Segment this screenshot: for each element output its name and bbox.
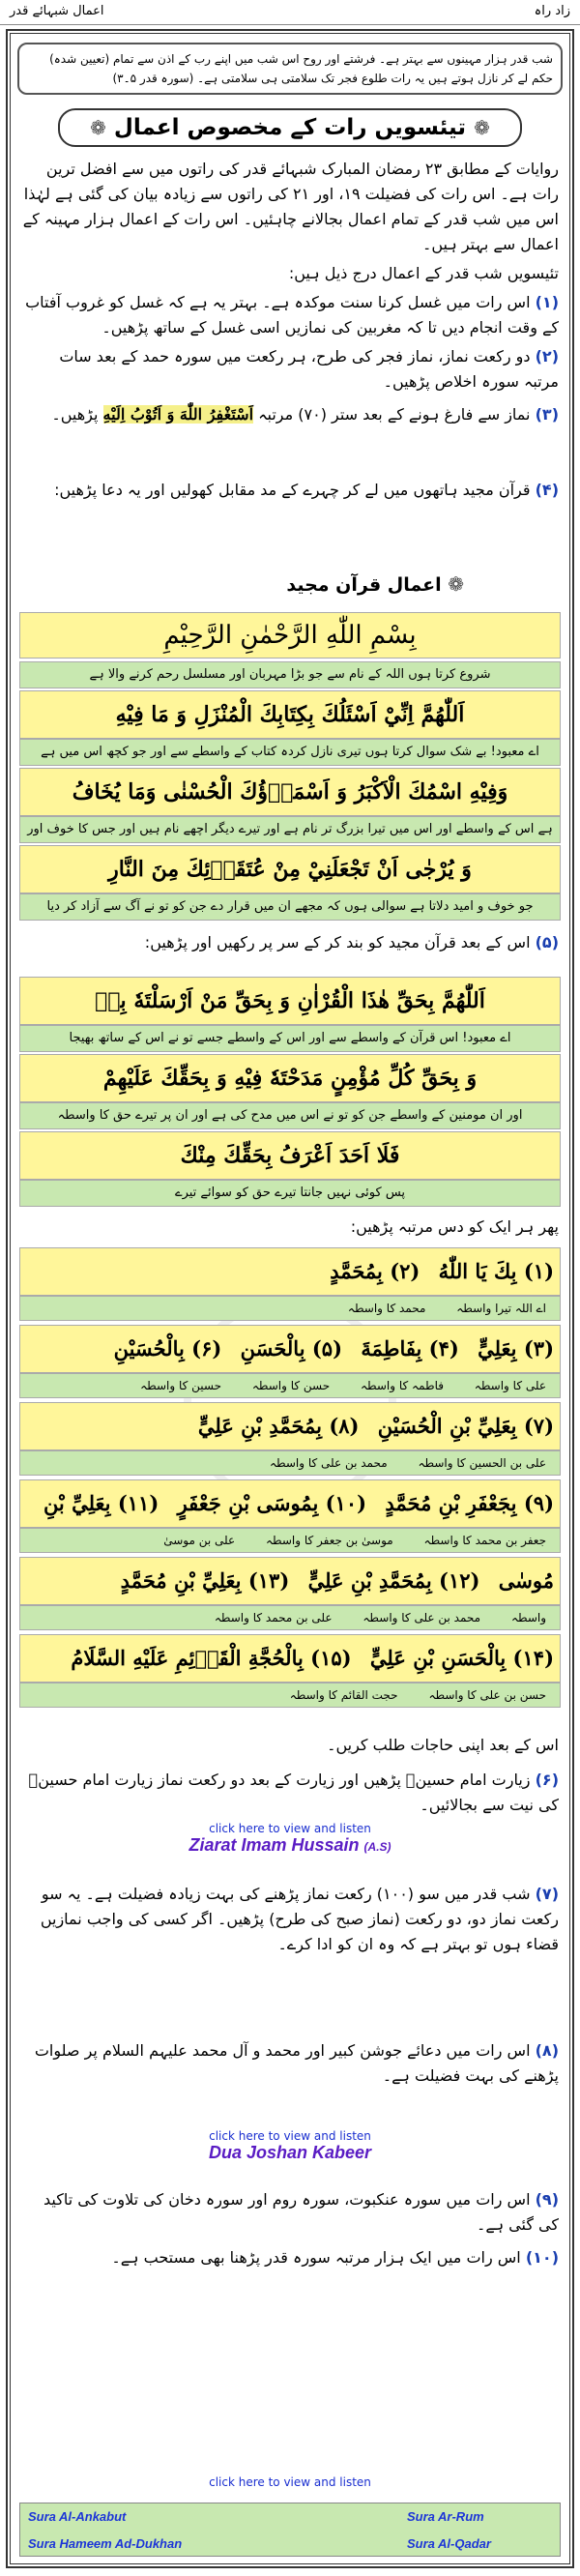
section-subtitle: [286, 572, 464, 596]
intro-list-heading: تئیسویں شب قدر کے اعمال درج ذیل ہیں:: [288, 264, 559, 282]
list-item: [21, 402, 559, 427]
flower-icon: ❁: [90, 116, 106, 139]
list-item: [21, 478, 559, 503]
ziarat-link[interactable]: [0, 1822, 580, 1856]
list-item: [21, 2187, 559, 2238]
dua-translation: اور ان مومنین کے واسطے جن کو تو نے اس میں مدح کی ہے اور ان پر تیرے حق کا واسطہ: [19, 1102, 561, 1129]
page-header: [0, 0, 580, 25]
sura-ankabut-link[interactable]: Sura Al-Ankabut: [28, 2509, 127, 2524]
name-translation: محمد بن علی کا واسطہ: [269, 1456, 388, 1470]
click-to-view-text[interactable]: click here to view and listen: [209, 2475, 371, 2489]
item-tail: پڑھیں۔: [51, 405, 99, 424]
name-translation: اے اللہ تیرا واسطہ: [456, 1302, 546, 1315]
ziarat-link-suffix[interactable]: (A.S): [363, 1840, 392, 1854]
item-text: شب قدر میں سو (۱۰۰) رکعت نماز پڑھنے کی بہت زیادہ فضیلت ہے۔ یہ سو رکعت نماز دو، دو رکعت (نماز صبح کی طرح) پڑھیں۔ اگر کسی کی واجب نمازیں قضاء ہوں تو بہتر ہے کہ وہ ان کو ادا کرے۔: [40, 1885, 559, 1953]
item-text: اس رات میں ایک ہزار مرتبہ سورہ قدر پڑھنا بھی مستحب ہے۔: [111, 2248, 521, 2267]
names-translation: [19, 1605, 561, 1630]
after-names-text: اس کے بعد اپنی حاجات طلب کریں۔: [327, 1736, 559, 1754]
sura-qadar-link[interactable]: Sura Al-Qadar: [407, 2536, 491, 2551]
list-item: [21, 1882, 559, 1957]
dua-line: فَلَا اَحَدَ اَعْرَفُ بِحَقِّكَ مِنْكَ: [19, 1131, 561, 1180]
name-arabic: (۱۲) بِمُحَمَّدِ بْنِ عَلِيٍّ: [307, 1568, 480, 1593]
dua-translation: جو خوف و امید دلاتا ہے سوالی ہوں کہ مجھے ان میں قرار دے جن کو تو نے آگ سے آزاد کر دیا: [19, 893, 561, 921]
name-arabic: (۱۳) بِعَلِيِّ بْنِ مُحَمَّدٍ: [120, 1568, 290, 1593]
dua-translation: پس کوئی نہیں جانتا تیرے حق کو سوائے تیرے: [19, 1180, 561, 1207]
name-translation: علی کا واسطہ: [474, 1379, 546, 1392]
item-number: (۶): [535, 1771, 559, 1789]
ziarat-link-title[interactable]: Ziarat Imam Hussain: [188, 1835, 360, 1855]
name-translation: علی بن محمد کا واسطہ: [214, 1611, 333, 1625]
name-translation: علی بن موسیٰ: [163, 1534, 236, 1547]
item-number: (۱۰): [525, 2248, 559, 2267]
name-arabic: (۶) بِالْحُسَيْنِ: [113, 1336, 222, 1361]
item-text: دو رکعت نماز، نماز فجر کی طرح، ہر رکعت میں سورہ حمد کے بعد سات مرتبہ سورہ اخلاص پڑھیں۔: [59, 347, 559, 391]
name-arabic: (۷) بِعَلِيِّ بْنِ الْحُسَيْنِ: [377, 1414, 554, 1438]
name-translation: محمد کا واسطہ: [347, 1302, 426, 1315]
repeat-intro: پھر ہر ایک کو دس مرتبہ پڑھیں:: [350, 1217, 559, 1236]
name-arabic: (۱۰) بِمُوسَى بْنِ جَعْفَرٍ: [177, 1491, 367, 1515]
dua-joshan-kabeer-link[interactable]: Dua Joshan Kabeer: [208, 2143, 372, 2162]
names-line: [19, 1402, 561, 1450]
names-translation: [19, 1683, 561, 1708]
flower-icon: ❁: [474, 116, 490, 139]
name-translation: حسن کا واسطہ: [251, 1379, 331, 1392]
name-arabic: (۲) بِمُحَمَّدٍ: [330, 1259, 420, 1283]
list-item: [21, 2038, 559, 2089]
list-item: [21, 930, 559, 955]
bismillah-translation: شروع کرتا ہوں اللہ کے نام سے جو بڑا مہربان اور مسلسل رحم کرنے والا ہے: [19, 661, 561, 688]
ziarat-imam-hussain-link[interactable]: [0, 1835, 580, 1856]
list-item: [21, 1768, 559, 1818]
name-translation: حسین کا واسطہ: [140, 1379, 222, 1392]
dua-line: وَفِيْهِ اسْمُكَ الْاَكْبَرُ وَ اَسْمَاۗؤُكَ الْحُسْنٰى وَمَا يُخَافُ: [19, 768, 561, 816]
item-number: (۸): [535, 2041, 559, 2060]
flower-icon: ❁: [448, 572, 464, 596]
name-arabic: (۱) بِكَ يَا اللّٰهُ: [438, 1259, 554, 1283]
name-arabic: (۱۴) بِالْحَسَنِ بْنِ عَلِيٍّ: [369, 1646, 554, 1670]
sura-dukhan-link[interactable]: Sura Hameem Ad-Dukhan: [28, 2536, 183, 2551]
name-arabic: (۱۱) بِعَلِيِّ بْنِ: [43, 1491, 160, 1515]
names-translation: [19, 1528, 561, 1553]
item-text: قرآن مجید ہاتھوں میں لے کر چہرے کے مد مقابل کھولیں اور یہ دعا پڑھیں:: [54, 481, 531, 499]
name-translation: فاطمہ کا واسطہ: [361, 1379, 444, 1392]
surah-links-table: [19, 2503, 561, 2557]
item-text: اس رات میں دعائے جوشن کبیر اور محمد و آل محمد علیہم السلام پر صلوات پڑھنے کی بہت فضیلت ہے۔: [34, 2041, 559, 2085]
name-translation: جعفر بن محمد کا واسطہ: [423, 1534, 546, 1547]
names-line: [19, 1247, 561, 1296]
names-line: [19, 1557, 561, 1605]
header-section-title: اعمال شبہائے قدر: [10, 4, 104, 18]
joshan-link[interactable]: [0, 2129, 580, 2163]
istighfar-arabic: اَسْتَغْفِرُ اللّٰهَ وَ اَتُوْبُ اِلَيْهِ: [102, 405, 254, 424]
surahs-link-caption[interactable]: [0, 2475, 580, 2489]
page-title: [58, 108, 522, 147]
dua-line: اَللّٰهُمَّ اِنِّيْ اَسْئَلُكَ بِكِتَابِكَ الْمُنْزَلِ وَ مَا فِيْهِ: [19, 690, 561, 739]
names-line: [19, 1479, 561, 1528]
dua-line: وَ بِحَقِّ كُلِّ مُؤْمِنٍ مَدَحْتَهٗ فِيْهِ وَ بِحَقِّكَ عَلَيْهِمْ: [19, 1054, 561, 1102]
list-item: [21, 344, 559, 395]
item-text: اس کے بعد قرآن مجید کو بند کر کے سر پر رکھیں اور پڑھیں:: [144, 933, 531, 951]
dua-line: اَللّٰهُمَّ بِحَقِّ هٰذَا الْقُرْاٰنِ وَ بِحَقِّ مَنْ اَرْسَلْتَهٗ بِهٖ: [19, 977, 561, 1025]
list-item: [21, 290, 559, 340]
name-arabic: (۸) بِمُحَمَّدِ بْنِ عَلِيٍّ: [197, 1414, 360, 1438]
name-arabic: مُوسٰى: [498, 1568, 554, 1593]
item-text: نماز سے فارغ ہونے کے بعد ستر (۷۰) مرتبہ: [258, 405, 531, 424]
header-book-title: زاد راہ: [534, 4, 570, 18]
click-to-view-text[interactable]: click here to view and listen: [209, 1822, 371, 1835]
names-translation: [19, 1373, 561, 1398]
names-line: [19, 1634, 561, 1683]
item-text: زیارت امام حسینؑ پڑھیں اور زیارت کے بعد دو رکعت نماز زیارت امام حسینؑ کی نیت سے بجالائیں۔: [28, 1771, 559, 1814]
item-text: اس رات میں غسل کرنا سنت موکدہ ہے۔ بہتر یہ ہے کہ غسل کو غروب آفتاب کے وقت انجام دیں تا کہ مغربین کی نمازیں اسی غسل کے ساتھ پڑھیں۔: [25, 293, 559, 337]
intro-paragraph: روایات کے مطابق ۲۳ رمضان المبارک شبہائے قدر کی راتوں میں سے افضل ترین رات ہے۔ اس رات کی فضیلت ۱۹، اور ۲۱ کی راتوں سے زیادہ بیان کی گئی ہے لہٰذا اس میں شب قدر کے تمام اعمال بجالانے چاہئیں۔ اس رات کے اعمال ہزار مہینہ کے اعمال سے بہتر ہیں۔: [22, 160, 559, 253]
dua-translation: اے معبود! اس قرآن کے واسطے سے اور اس کے واسطے جسے تو نے اس کے ساتھ بھیجا: [19, 1025, 561, 1052]
item-text: اس رات میں سورہ عنکبوت، سورہ روم اور سورہ دخان کی تلاوت کی تاکید کی گئی ہے۔: [43, 2190, 559, 2234]
item-number: (۵): [535, 933, 559, 951]
name-arabic: (۴) بِفَاطِمَةَ: [361, 1336, 459, 1361]
name-translation: واسطہ: [510, 1611, 546, 1625]
name-translation: موسیٰ بن جعفر کا واسطہ: [265, 1534, 393, 1547]
name-arabic: (۳) بِعَلِيٍّ: [478, 1336, 554, 1361]
list-item: [21, 2245, 559, 2270]
item-number: (۳): [535, 405, 559, 424]
name-translation: محمد بن علی کا واسطہ: [362, 1611, 481, 1625]
name-translation: حجت القائم کا واسطہ: [289, 1688, 398, 1702]
section-subtitle-text: اعمال قرآن مجید: [286, 574, 442, 596]
sura-rum-link[interactable]: Sura Ar-Rum: [407, 2509, 484, 2524]
name-arabic: (۱۵) بِالْحُجَّةِ الْقَاۗئِمِ عَلَيْهِ السَّلَامُ: [71, 1646, 352, 1670]
name-translation: حسن بن علی کا واسطہ: [428, 1688, 546, 1702]
quran-quote-box: شب قدر ہزار مہینوں سے بہتر ہے۔ فرشتے اور روح اس شب میں اپنے رب کے اذن سے تمام (تعیین شدہ) حکم لے کر نازل ہوتے ہیں یہ رات طلوع فجر تک سلامتی ہی سلامتی ہے۔ (سورہ قدر ۵۔۳): [17, 43, 563, 95]
item-number: (۲): [535, 347, 559, 366]
dua-translation: ہے اس کے واسطے اور اس میں تیرا بزرگ تر نام ہے اور تیرے دیگر اچھے نام ہیں اور جس کا خوف اور: [19, 816, 561, 843]
item-number: (۱): [535, 293, 559, 311]
name-arabic: (۵) بِالْحَسَنِ: [240, 1336, 343, 1361]
item-number: (۹): [535, 2190, 559, 2209]
names-line: [19, 1325, 561, 1373]
names-translation: [19, 1296, 561, 1321]
page-title-text: تیئسویں رات کے مخصوص اعمال: [113, 115, 467, 140]
names-translation: [19, 1450, 561, 1476]
item-number: (۴): [535, 481, 559, 499]
dua-line: وَ يُرْجٰى اَنْ تَجْعَلَنِيْ مِنْ عُتَقَاۗئِكَ مِنَ النَّارِ: [19, 845, 561, 893]
dua-translation: اے معبود! بے شک سوال کرتا ہوں تیری نازل کردہ کتاب کے واسطے سے اور جو کچھ اس میں ہے: [19, 739, 561, 766]
bismillah: بِسْمِ اللّٰهِ الرَّحْمٰنِ الرَّحِيْمِ: [19, 612, 561, 659]
name-arabic: (۹) بِجَعْفَرِ بْنِ مُحَمَّدٍ: [385, 1491, 554, 1515]
item-number: (۷): [535, 1885, 559, 1903]
name-translation: علی بن الحسین کا واسطہ: [418, 1456, 546, 1470]
click-to-view-text[interactable]: click here to view and listen: [209, 2129, 371, 2143]
